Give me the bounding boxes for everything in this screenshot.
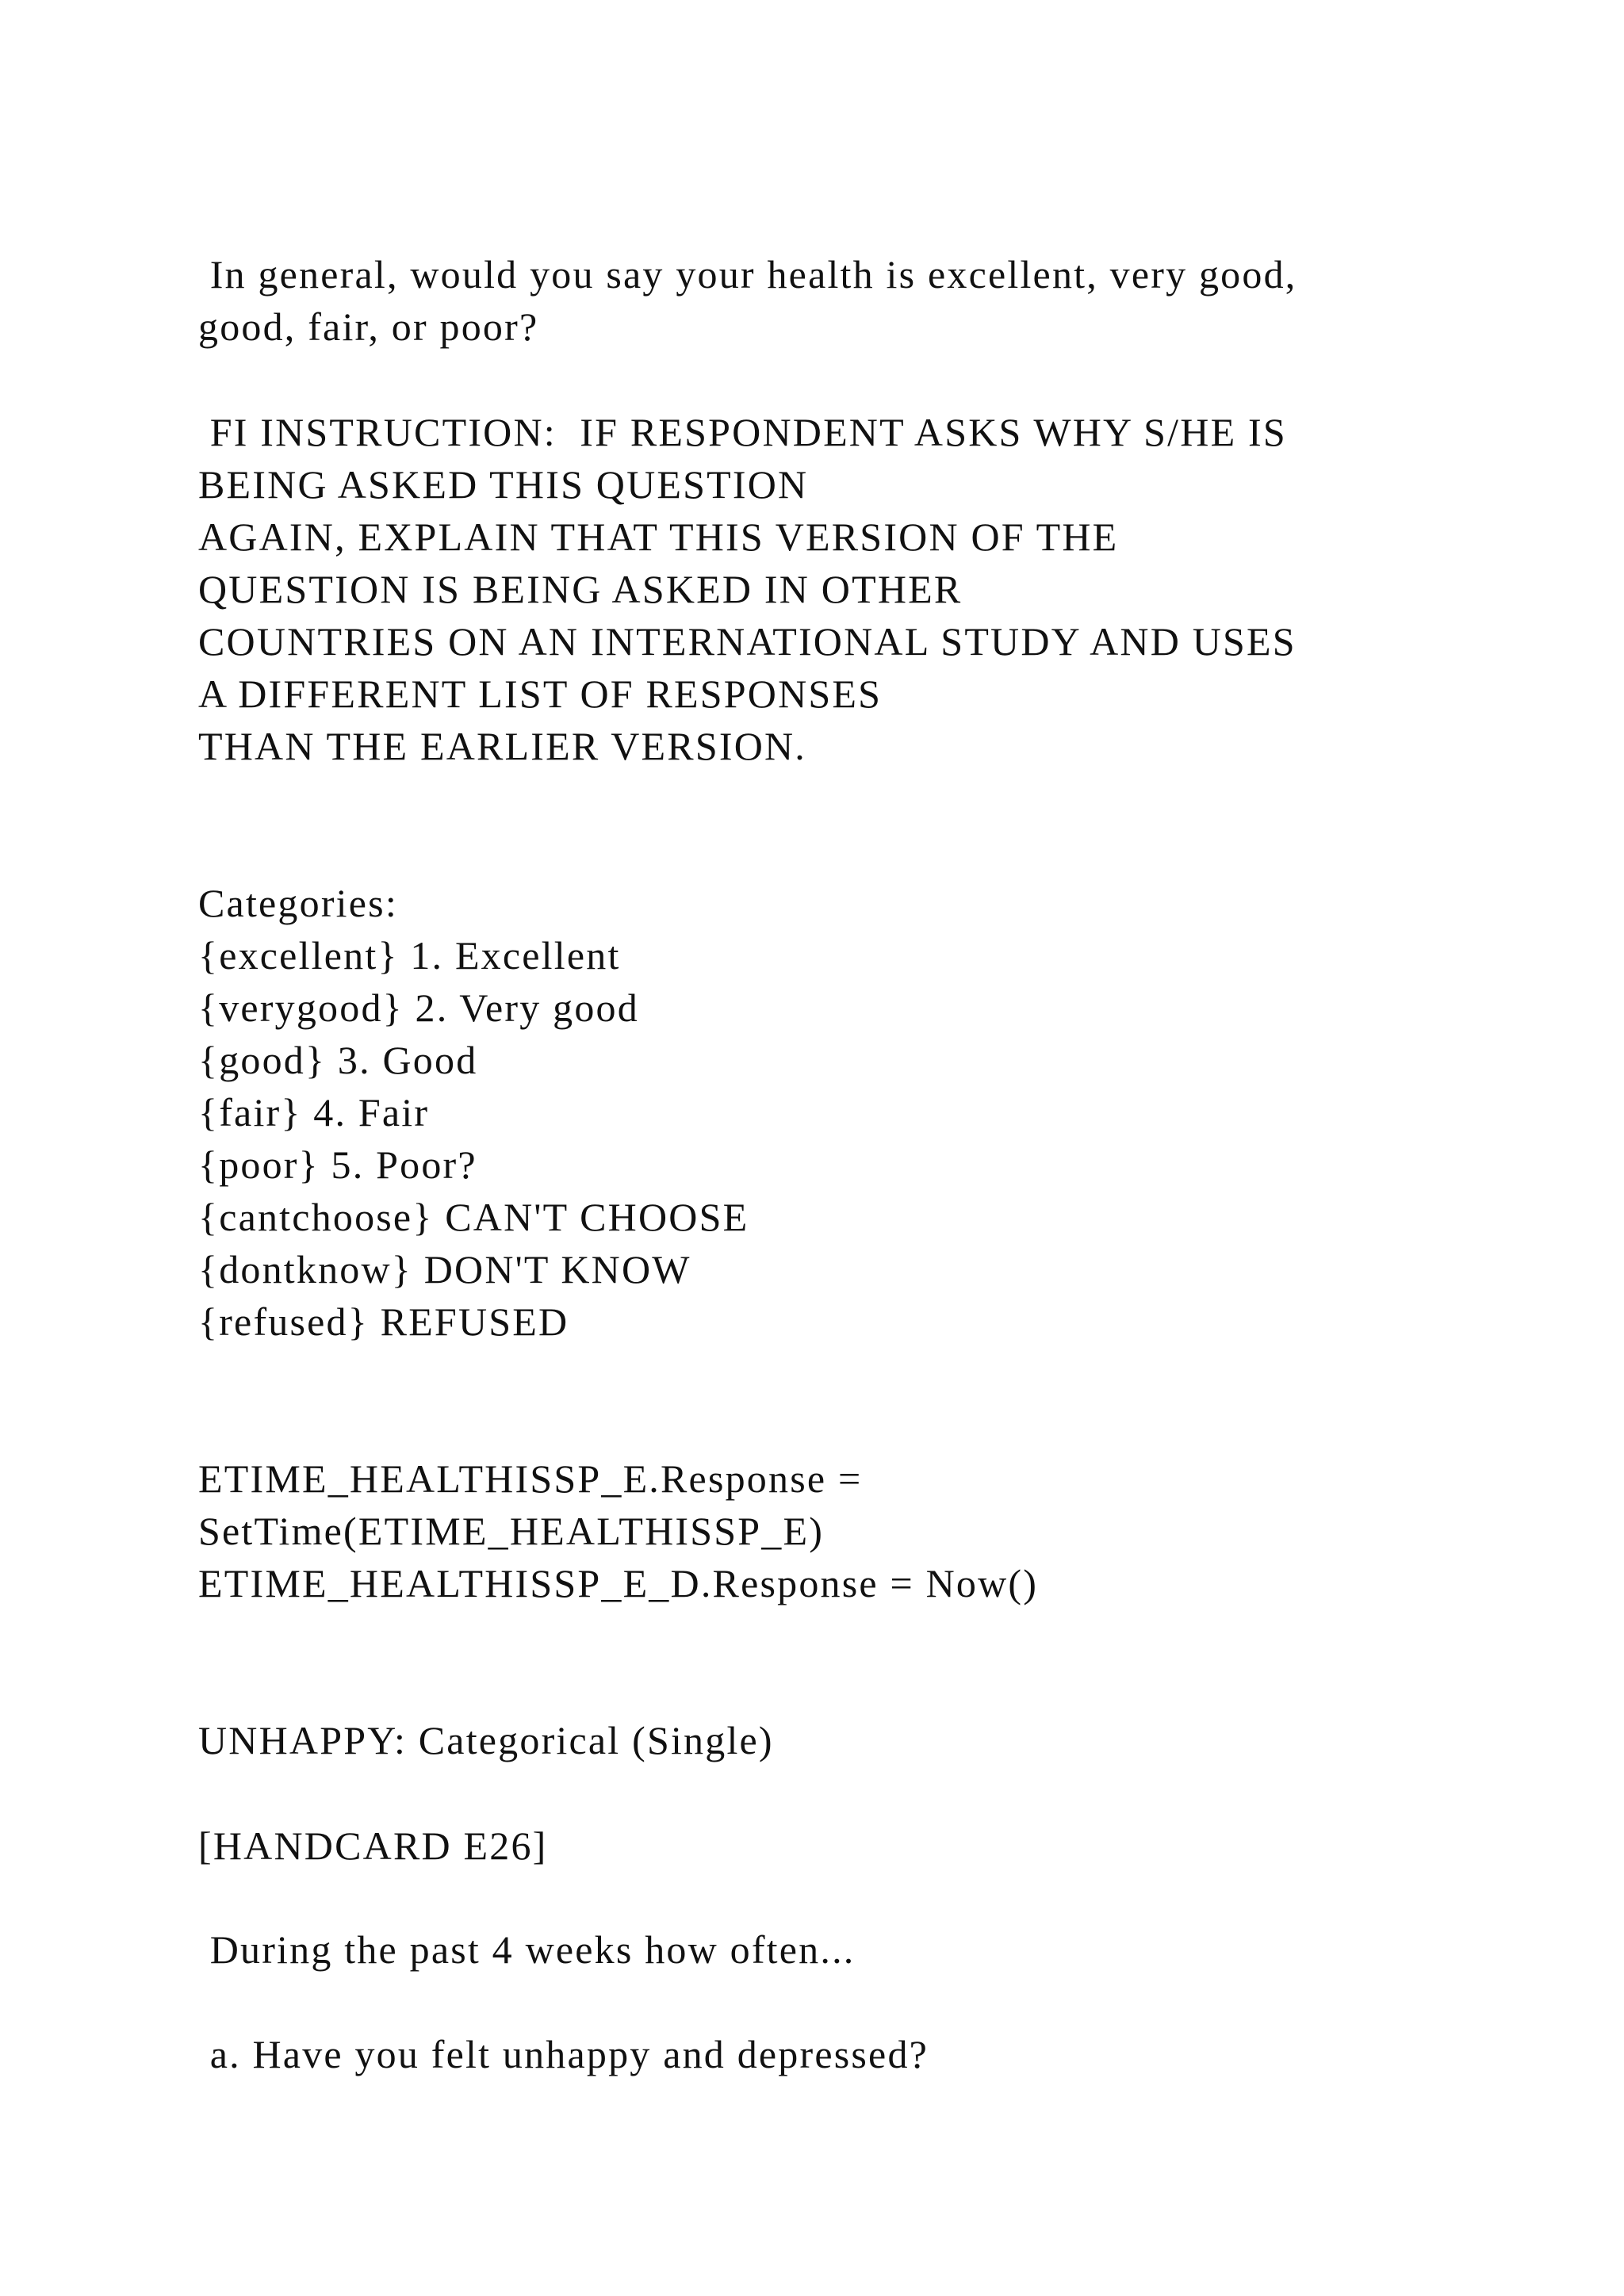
- code-line: ETIME_HEALTHISSP_E.Response =: [198, 1456, 863, 1501]
- category-item: {fair} 4. Fair: [198, 1090, 430, 1135]
- category-item: {excellent} 1. Excellent: [198, 933, 621, 978]
- categories-heading: Categories:: [198, 881, 398, 925]
- unhappy-heading: UNHAPPY: Categorical (Single): [198, 1718, 774, 1762]
- code-line: SetTime(ETIME_HEALTHISSP_E): [198, 1509, 825, 1553]
- text-line: In general, would you say your health is excellent, very good,: [198, 252, 1297, 297]
- category-item: {dontknow} DON'T KNOW: [198, 1247, 691, 1292]
- category-item: {good} 3. Good: [198, 1038, 478, 1082]
- text-line: good, fair, or poor?: [198, 304, 539, 349]
- text-line: THAN THE EARLIER VERSION.: [198, 724, 807, 768]
- text-line: AGAIN, EXPLAIN THAT THIS VERSION OF THE: [198, 515, 1119, 559]
- text-line: A DIFFERENT LIST OF RESPONSES: [198, 672, 883, 716]
- text-line: FI INSTRUCTION: IF RESPONDENT ASKS WHY S/HE IS: [198, 410, 1287, 454]
- category-item: {verygood} 2. Very good: [198, 985, 639, 1030]
- unhappy-question: a. Have you felt unhappy and depressed?: [198, 2032, 929, 2076]
- category-item: {poor} 5. Poor?: [198, 1142, 477, 1187]
- category-item: {refused} REFUSED: [198, 1299, 569, 1344]
- text-line: BEING ASKED THIS QUESTION: [198, 462, 809, 507]
- during-past-text: During the past 4 weeks how often...: [198, 1927, 856, 1972]
- handcard-label: [HANDCARD E26]: [198, 1823, 548, 1868]
- text-line: QUESTION IS BEING ASKED IN OTHER: [198, 567, 963, 611]
- category-item: {cantchoose} CAN'T CHOOSE: [198, 1195, 749, 1239]
- code-line: ETIME_HEALTHISSP_E_D.Response = Now(): [198, 1561, 1039, 1605]
- text-line: COUNTRIES ON AN INTERNATIONAL STUDY AND USES: [198, 619, 1297, 664]
